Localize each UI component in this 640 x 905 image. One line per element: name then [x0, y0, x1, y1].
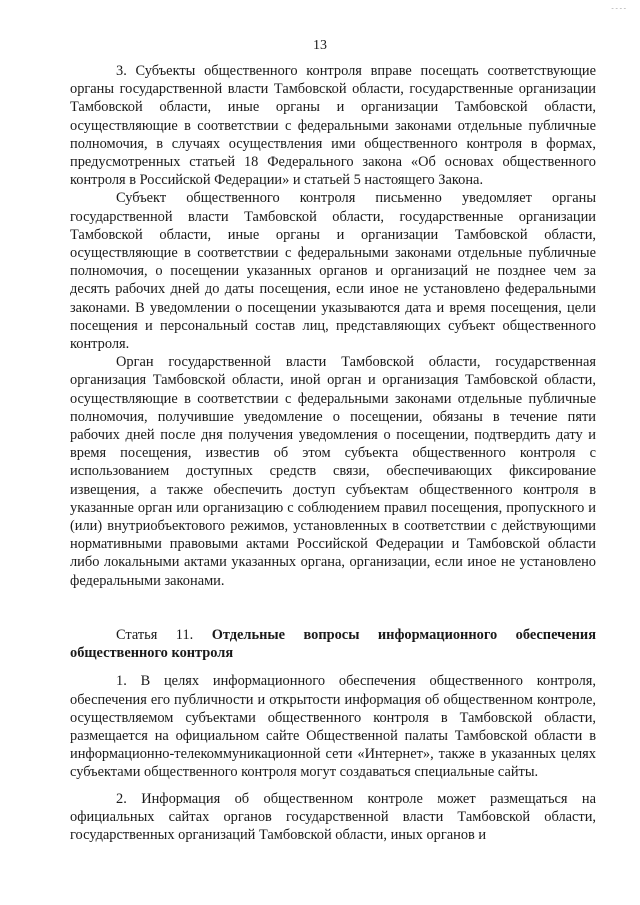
corner-mark: - - - -: [611, 4, 626, 12]
document-body: [70, 62, 596, 844]
article-label: Статья 11.: [116, 626, 194, 643]
article-title: Отдельные вопросы информационного обеспечения общественного контроля: [70, 626, 596, 662]
paragraph-3-visits: 3. Субъекты общественного контроля вправе посещать соответствующие органы государственной власти Тамбовской области, государственные организации Тамбовской области, иные органы и организации Тамбовской области, осуществляющие в соответствии с федеральными законами отдельные публичные полномочия, в случаях осуществления ими общественного контроля в формах, предусмотренных статьей 18 Федерального закона «Об основах общественного контроля в Российской Федерации» и статьей 5 настоящего Закона.: [70, 63, 596, 189]
article-heading: [70, 626, 596, 662]
article-paragraph-2: 2. Информация об общественном контроле может размещаться на официальных сайтах органов государственной власти Тамбовской области, государственных организаций Тамбовской области, иных органов и: [70, 790, 596, 843]
article-paragraph-1: 1. В целях информационного обеспечения общественного контроля, обеспечения его публичности и открытости информация об общественном контроле, осуществляемом субъектами общественного контроля в Тамбовской области, размещается на официальном сайте Общественной палаты Тамбовской области в информационно-телекоммуникационной сети «Интернет», также в указанных целях субъектами общественного контроля могут создаваться специальные сайты.: [70, 673, 596, 781]
page-number: 13: [313, 38, 327, 53]
paragraph-notification: Субъект общественного контроля письменно уведомляет органы государственной власти Тамбовской области, государственные организации Тамбовской области, иные органы и организации Тамбовской области, осуществляющие в соответствии с федеральными законами отдельные публичные полномочия, о посещении указанных органов и организаций не позднее чем за десять рабочих дней до даты посещения, если иное не установлено федеральными законами. В уведомлении о посещении указываются дата и время посещения, цели посещения и персональный состав лиц, представляющих субъект общественного контроля.: [70, 190, 596, 353]
paragraph-confirmation: Орган государственной власти Тамбовской области, государственная организация Тамбовской области, иной орган и организация Тамбовской области, осуществляющие в соответствии с федеральными законами отдельные публичные полномочия, получившие уведомление о посещении, обязаны в течение пяти рабочих дней после дня получения уведомления о посещении, подтвердить дату и время посещения, известив об этом субъекта общественного контроля с использованием доступных средств связи, обеспечивающих фиксирование извещения, а также обеспечить доступ субъектам общественного контроля в указанные орган или организацию с соблюдением правил посещения, пропускного и (или) внутриобъектового режимов, установленных в соответствии с действующими нормативными правовыми актами Российской Федерации и Тамбовской области либо локальными актами указанных органа, организации, если иное не установлено федеральными законами.: [70, 354, 596, 589]
